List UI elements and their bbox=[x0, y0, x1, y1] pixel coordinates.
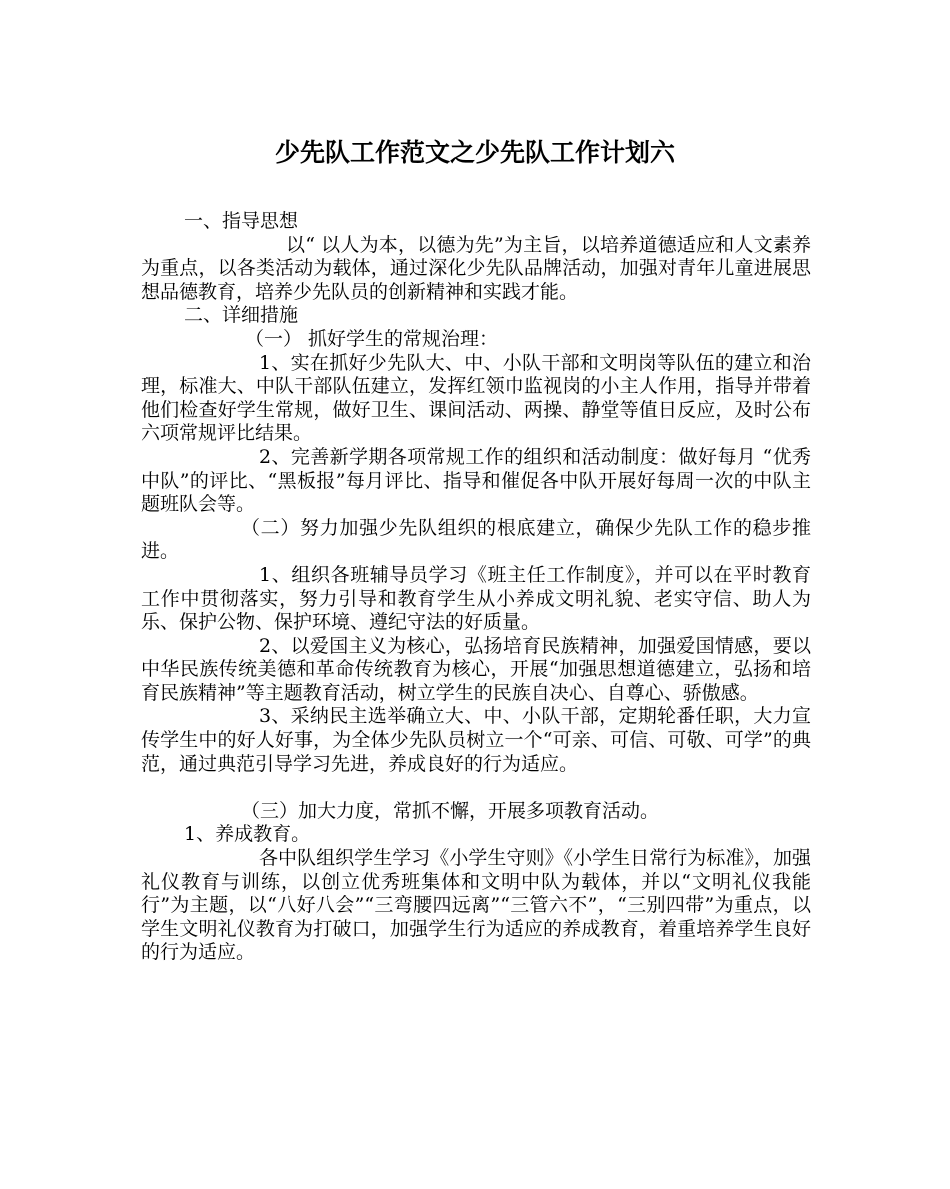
paragraph-1-2: 2、完善新学期各项常规工作的组织和活动制度：做好每月 “优秀中队”的评比、“黑板报”每月评比、指导和催促各中队开展好每周一次的中队主题班队会等。 bbox=[141, 445, 811, 516]
paragraph-guiding-ideology: 以“ 以人为本，以德为先”为主旨，以培养道德适应和人文素养为重点，以各类活动为载体，通过深化少先队品牌活动，加强对青年儿童进展思想品德教育，培养少先队员的创新精神和实践才能。 bbox=[141, 233, 811, 303]
document-title: 少先队工作范文之少先队工作计划六 bbox=[274, 138, 675, 167]
paragraph-2-3: 3、采纳民主选举确立大、中、小队干部，定期轮番任职，大力宣传学生中的好人好事，为全体少先队员树立一个“可亲、可信、可敬、可学”的典范，通过典范引导学习先进，养成良好的行为适应。 bbox=[141, 705, 811, 775]
paragraph-1-1: 1、实在抓好少先队大、中、小队干部和文明岗等队伍的建立和治理，标准大、中队干部队伍建立，发挥红领巾监视岗的小主人作用，指导并带着他们检查好学生常规，做好卫生、课间活动、两操、静堂等值日反应，及时公布六项常规评比结果。 bbox=[141, 351, 811, 445]
blank-line bbox=[141, 776, 811, 800]
item-heading-3-1: 1、养成教育。 bbox=[184, 823, 311, 846]
section-heading-detailed-measures: 二、详细措施 bbox=[184, 304, 299, 327]
section-heading-guiding-ideology: 一、指导思想 bbox=[184, 210, 299, 232]
subsection-heading-3: （三）加大力度，常抓不懈，开展多项教育活动。 bbox=[241, 799, 660, 822]
document-body bbox=[141, 210, 811, 965]
paragraph-2-1: 1、组织各班辅导员学习《班主任工作制度》，并可以在平时教育工作中贯彻落实，努力引导和教育学生从小养成文明礼貌、老实守信、助人为乐、保护公物、保护环境、遵纪守法的好质量。 bbox=[141, 563, 811, 634]
paragraph-2-2: 2、以爱国主义为核心，弘扬培育民族精神，加强爱国情感，要以中华民族传统美德和革命传统教育为核心，开展“加强思想道德建立，弘扬和培育民族精神”等主题教育活动，树立学生的民族自决心、自尊心、骄傲感。 bbox=[141, 634, 811, 704]
paragraph-3-1: 各中队组织学生学习《小学生守则》《小学生日常行为标准》，加强礼仪教育与训练，以创立优秀班集体和文明中队为载体，并以“文明礼仪我能行”为主题，以“八好八会”“三弯腰四远离”“三管六不”，“三别四带”为重点，以学生文明礼仪教育为打破口，加强学生行为适应的养成教育，着重培养学生良好的行为适应。 bbox=[141, 847, 811, 964]
subsection-heading-1: （一） 抓好学生的常规治理： bbox=[245, 327, 499, 350]
subsection-heading-2: （二）努力加强少先队组织的根底建立，确保少先队工作的稳步推进。 bbox=[141, 516, 811, 563]
